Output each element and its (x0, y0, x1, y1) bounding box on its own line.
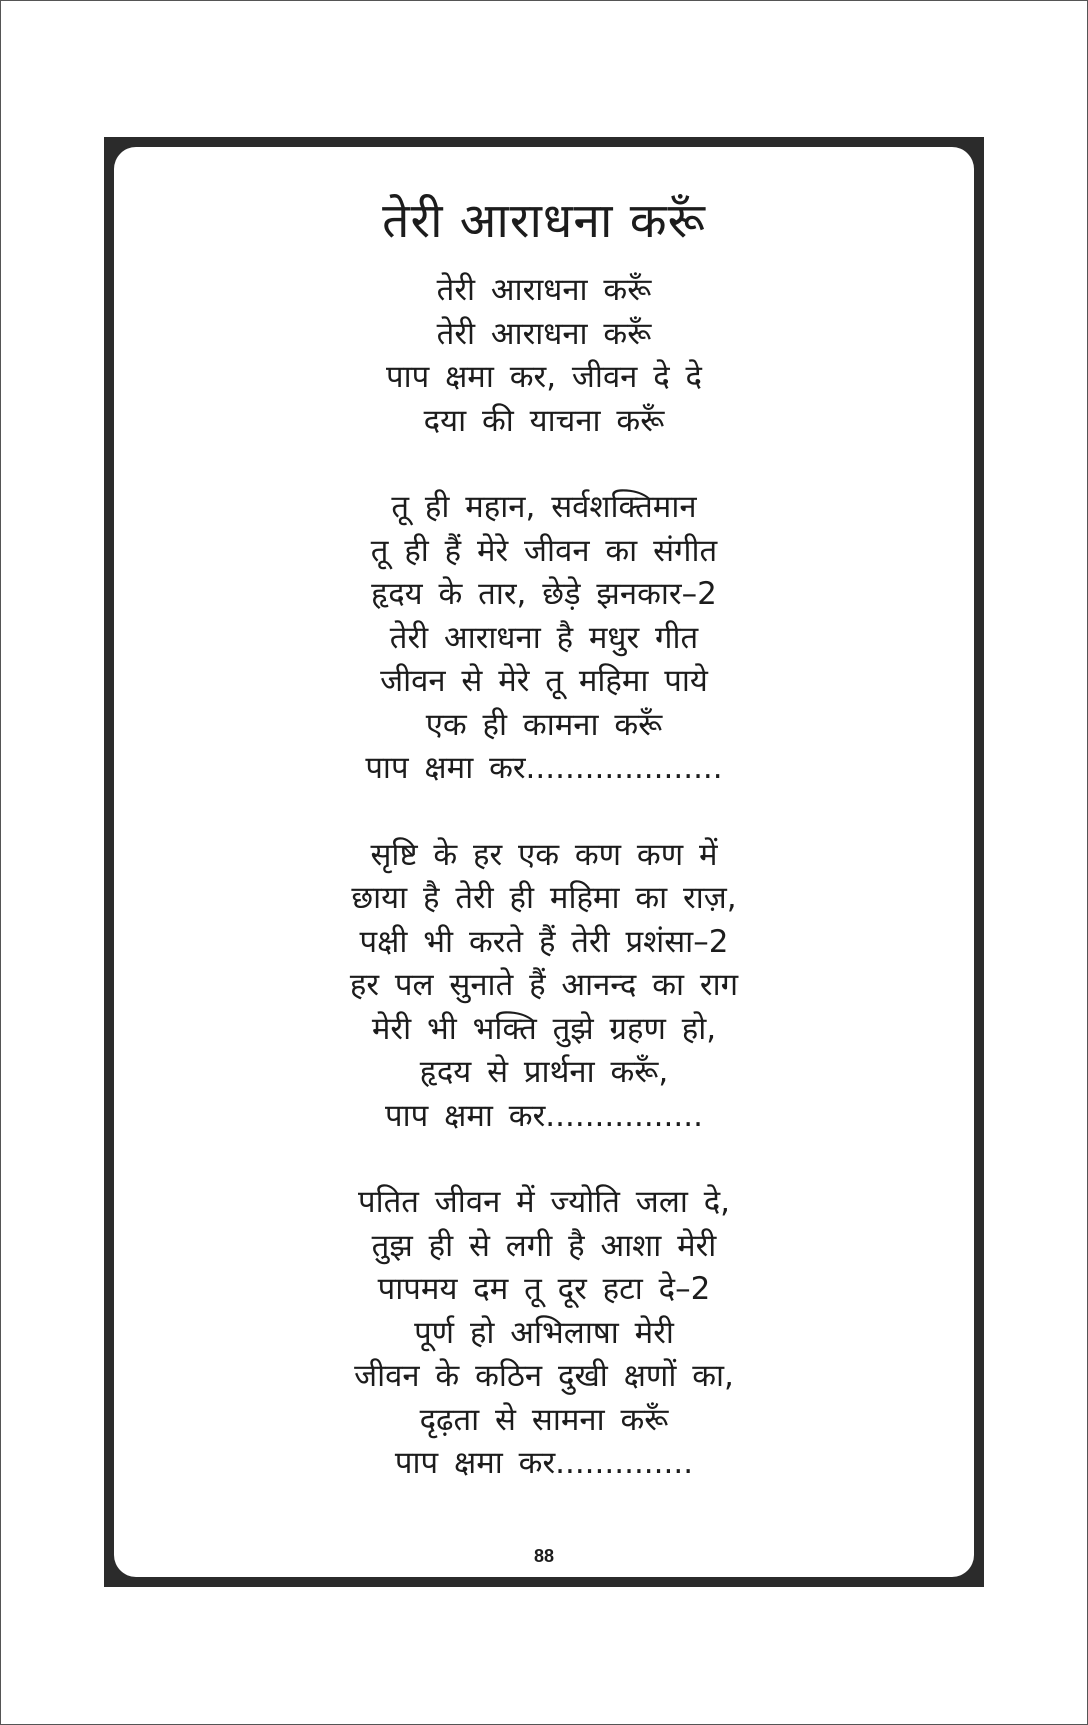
lyric-line: पूर्ण हो अभिलाषा मेरी (414, 1314, 674, 1351)
lyric-line: दया की याचना करूँ (423, 402, 665, 439)
page-number: 88 (533, 1546, 555, 1566)
lyric-line: एक ही कामना करूँ (425, 706, 663, 743)
stanza-1 (114, 269, 974, 443)
song-title: तेरी आराधना करूँ (382, 193, 706, 249)
lyric-line: हृदय से प्रार्थना करूँ, (419, 1054, 669, 1090)
stanza-4 (114, 1181, 974, 1486)
lyric-line: हर पल सुनाते हैं आनन्द का राग (349, 967, 739, 1003)
lyric-line: दृढ़ता से सामना करूँ (419, 1401, 669, 1438)
lyric-line: पाप क्षमा कर................ (385, 1097, 703, 1134)
page-frame (104, 137, 984, 1587)
lyric-line: मेरी भी भक्ति तुझे ग्रहण हो, (371, 1010, 717, 1047)
lyric-line: पक्षी भी करते हैं तेरी प्रशंसा–2 (359, 923, 729, 960)
lyric-line: पतित जीवन में ज्योति जला दे, (357, 1184, 731, 1220)
lyric-line: पाप क्षमा कर, जीवन दे दे (385, 359, 703, 395)
stanza-2 (114, 486, 974, 791)
lyrics (114, 269, 974, 1529)
lyric-line: तुझ ही से लगी है आशा मेरी (371, 1227, 717, 1264)
lyric-line: तेरी आराधना है मधुर गीत (389, 619, 699, 656)
lyric-line: हृदय के तार, छेड़े झनकार–2 (371, 576, 717, 612)
lyric-line: जीवन के कठिन दुखी क्षणों का, (354, 1358, 734, 1394)
content-panel (114, 147, 974, 1577)
lyric-line: पाप क्षमा कर.................... (365, 750, 723, 786)
lyric-line: पाप क्षमा कर.............. (394, 1445, 694, 1481)
lyric-line: तू ही हैं मेरे जीवन का संगीत (370, 532, 718, 569)
lyric-line: पापमय दम तू दूर हटा दे–2 (377, 1271, 711, 1307)
lyric-line: तू ही महान, सर्वशक्तिमान (391, 489, 697, 525)
lyric-line: तेरी आराधना करूँ (436, 272, 652, 308)
lyric-line: जीवन से मेरे तू महिमा पाये (380, 663, 708, 699)
stanza-3 (114, 834, 974, 1139)
lyric-line: सृष्टि के हर एक कण कण में (370, 836, 718, 873)
lyric-line: छाया है तेरी ही महिमा का राज़, (351, 880, 737, 916)
lyric-line: तेरी आराधना करूँ (436, 315, 652, 352)
